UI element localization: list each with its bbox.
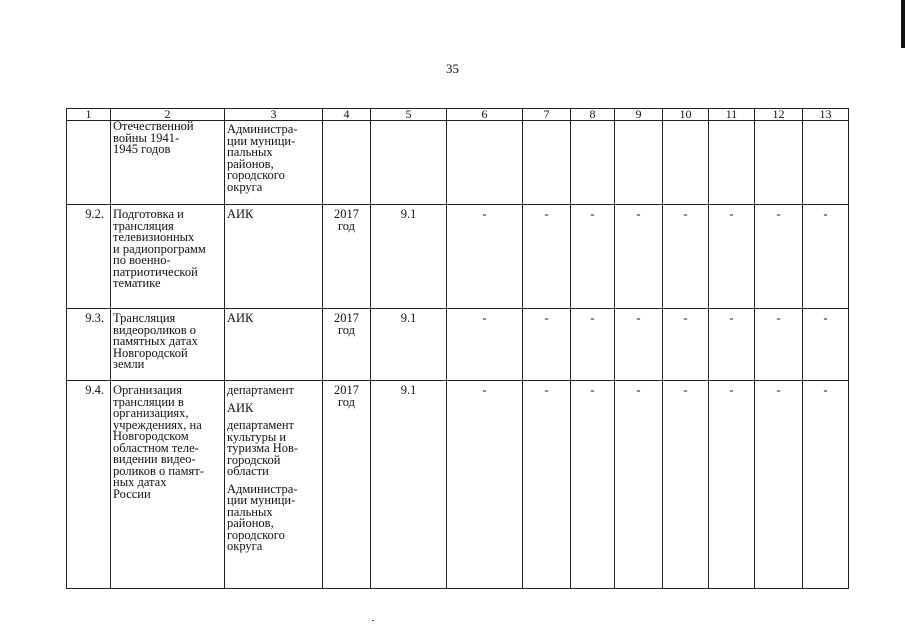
- header-cell: 3: [225, 109, 323, 121]
- text-line: тематике: [113, 276, 161, 290]
- activity-cell: [111, 309, 225, 381]
- page-number: 35: [446, 61, 459, 76]
- text-line: районов,: [227, 156, 274, 171]
- responsible-group: [227, 313, 320, 325]
- text-line: патриотической: [113, 264, 198, 279]
- table-cell: [709, 121, 755, 205]
- text-line: департамент: [227, 418, 295, 432]
- dash-cell: -: [447, 381, 523, 589]
- text-line: районов,: [227, 516, 274, 530]
- text-line: по военно-: [113, 253, 171, 267]
- responsible-group: [227, 481, 320, 553]
- dash-cell: -: [571, 309, 615, 381]
- text-line: Отечественной: [113, 120, 194, 133]
- text-line: АИК: [227, 311, 254, 325]
- text-line: год: [337, 218, 356, 233]
- header-cell: 9: [615, 109, 663, 121]
- dash-cell: -: [709, 381, 755, 589]
- text-line: городского: [227, 527, 285, 542]
- text-line: округа: [227, 179, 263, 194]
- responsible-cell: [225, 381, 323, 589]
- header-cell: 6: [447, 109, 523, 121]
- dash-cell: -: [571, 205, 615, 309]
- text-line: трансляция: [113, 218, 174, 233]
- dash-cell: -: [447, 205, 523, 309]
- table-header-row: [67, 109, 849, 121]
- header-cell: 8: [571, 109, 615, 121]
- indicator-cell: 9.1: [371, 309, 447, 381]
- text-line: туризма Нов-: [227, 441, 299, 455]
- header-cell: 7: [523, 109, 571, 121]
- text-line: памятных датах: [113, 334, 198, 348]
- text-line: Трансляция: [113, 311, 176, 325]
- activity-cell: [111, 381, 225, 589]
- table-cell: [755, 121, 803, 205]
- dash-cell: -: [571, 381, 615, 589]
- text-line: области: [227, 464, 269, 478]
- table-row: [67, 309, 849, 381]
- activity-cell: [111, 205, 225, 309]
- plan-table: [66, 108, 849, 589]
- deadline-cell: [323, 309, 371, 381]
- table-row: [67, 381, 849, 589]
- text-line: земли: [113, 357, 145, 371]
- table-row-continuation: [67, 121, 849, 205]
- header-cell: 5: [371, 109, 447, 121]
- activity-cell: [111, 121, 225, 205]
- table-cell: [663, 121, 709, 205]
- dash-cell: -: [523, 205, 571, 309]
- dash-cell: -: [709, 309, 755, 381]
- dash-cell: -: [615, 309, 663, 381]
- header-cell: 4: [323, 109, 371, 121]
- text-line: Администра-: [227, 481, 298, 496]
- dash-cell: -: [663, 381, 709, 589]
- text-line: Новгородском: [113, 429, 189, 443]
- dash-cell: -: [523, 381, 571, 589]
- responsible-cell: [225, 309, 323, 381]
- text-line: городской: [227, 452, 281, 467]
- table-cell: [803, 121, 849, 205]
- text-line: 1945 годов: [113, 142, 171, 156]
- text-line: АИК: [227, 207, 254, 221]
- header-cell: 11: [709, 109, 755, 121]
- responsible-group: [227, 400, 320, 415]
- text-line: 2017: [334, 383, 359, 397]
- text-line: культуры и: [227, 429, 287, 444]
- dash-cell: -: [803, 381, 849, 589]
- deadline-cell: [323, 381, 371, 589]
- text-line: 2017: [334, 311, 359, 325]
- text-line: учреждениях, на: [113, 417, 202, 432]
- text-line: областном теле-: [113, 440, 199, 455]
- table-cell: [323, 121, 371, 205]
- table-cell: [67, 121, 111, 205]
- dash-cell: -: [755, 381, 803, 589]
- text-line: видении видео-: [113, 452, 196, 466]
- table-cell: [371, 121, 447, 205]
- dash-cell: -: [523, 309, 571, 381]
- table-cell: [447, 121, 523, 205]
- text-line: пальных: [227, 145, 273, 159]
- dash-cell: -: [803, 205, 849, 309]
- text-line: ции муници-: [227, 133, 296, 148]
- text-line: департамент: [227, 383, 295, 397]
- responsible-cell: [225, 205, 323, 309]
- dash-cell: -: [755, 309, 803, 381]
- text-line: Новгородской: [113, 345, 188, 360]
- text-line: Администра-: [227, 122, 298, 136]
- item-number-cell: 9.3.: [67, 309, 111, 381]
- text-line: городского: [227, 168, 285, 182]
- text-line: АИК: [227, 400, 254, 415]
- dash-cell: -: [447, 309, 523, 381]
- item-number-cell: 9.2.: [67, 205, 111, 309]
- text-line: организациях,: [113, 406, 189, 420]
- table-cell: [523, 121, 571, 205]
- dash-cell: -: [709, 205, 755, 309]
- text-line: год: [337, 322, 356, 337]
- text-line: пальных: [227, 504, 273, 519]
- header-cell: 13: [803, 109, 849, 121]
- indicator-cell: 9.1: [371, 205, 447, 309]
- text-line: Подготовка и: [113, 207, 184, 221]
- text-line: ции муници-: [227, 493, 296, 507]
- text-line: трансляции в: [113, 394, 184, 409]
- dash-cell: -: [803, 309, 849, 381]
- text-line: 2017: [334, 207, 359, 221]
- responsible-group: [227, 420, 320, 478]
- text-line: войны 1941-: [113, 130, 180, 145]
- dash-cell: -: [615, 381, 663, 589]
- text-line: видеороликов о: [113, 322, 196, 337]
- text-line: округа: [227, 539, 263, 553]
- item-number-cell: 9.4.: [67, 381, 111, 589]
- dash-cell: -: [663, 309, 709, 381]
- text-line: телевизионных: [113, 230, 195, 244]
- text-line: России: [113, 486, 151, 501]
- dash-cell: -: [615, 205, 663, 309]
- responsible-group: [227, 209, 320, 221]
- dash-cell: -: [663, 205, 709, 309]
- responsible-cell: [225, 121, 323, 205]
- text-line: роликов о памят-: [113, 463, 204, 478]
- table-row: [67, 205, 849, 309]
- text-line: ных датах: [113, 475, 167, 489]
- table-cell: [615, 121, 663, 205]
- responsible-group: [227, 385, 320, 397]
- dash-cell: -: [755, 205, 803, 309]
- indicator-cell: 9.1: [371, 381, 447, 589]
- header-cell: 1: [67, 109, 111, 121]
- scan-mark: [372, 620, 374, 621]
- text-line: Организация: [113, 383, 182, 397]
- header-cell: 12: [755, 109, 803, 121]
- deadline-cell: [323, 205, 371, 309]
- text-line: год: [337, 394, 356, 409]
- header-cell: 10: [663, 109, 709, 121]
- header-cell: 2: [111, 109, 225, 121]
- page-edge-mark: [901, 0, 905, 48]
- table-cell: [571, 121, 615, 205]
- text-line: и радиопрограмм: [113, 241, 206, 256]
